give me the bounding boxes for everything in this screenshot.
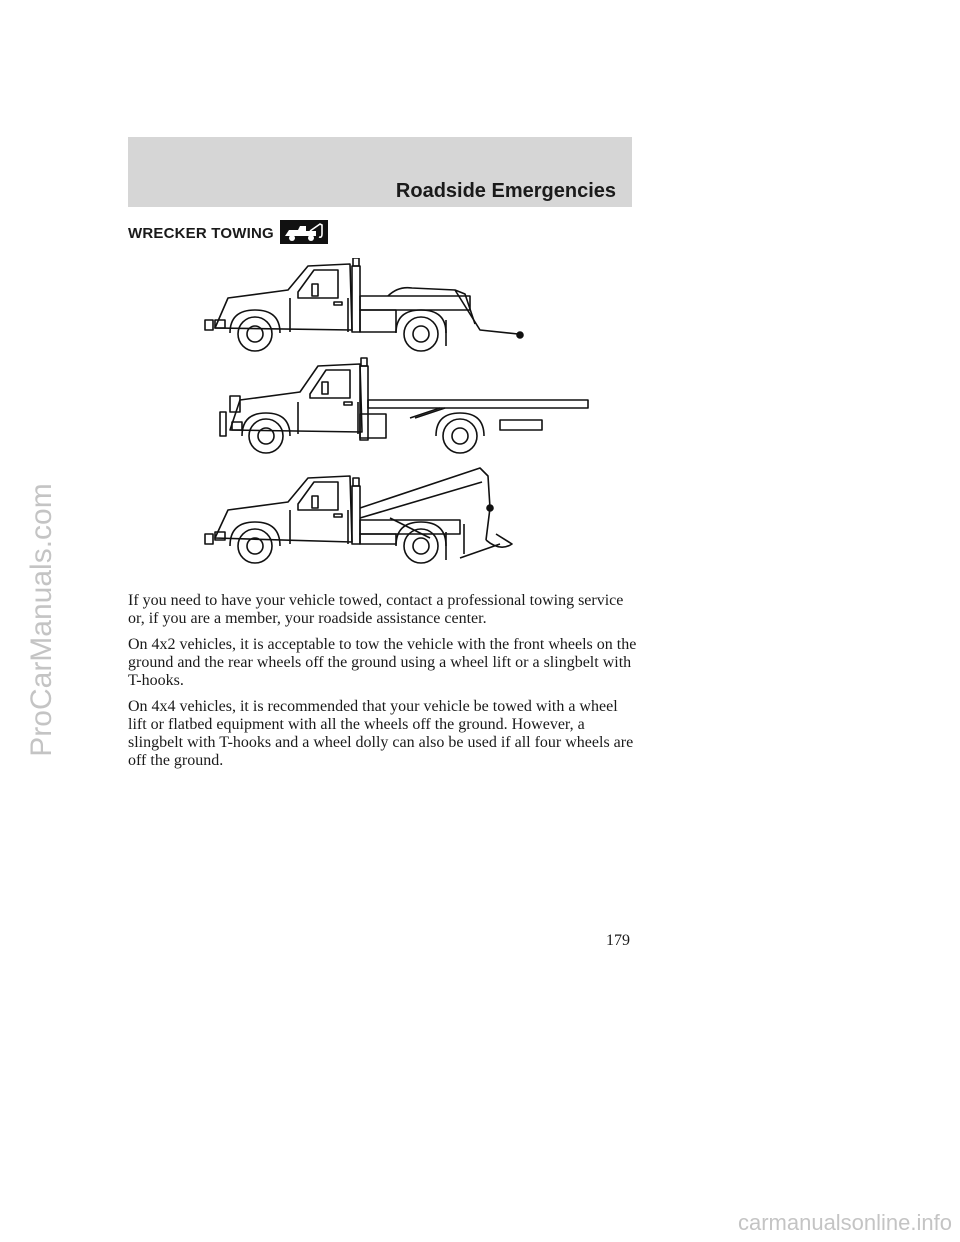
watermark-bottom: carmanualsonline.info [737,1210,952,1235]
body-text [128,592,638,778]
section-heading: WRECKER TOWING [128,225,274,242]
tow-trucks-illustration [200,258,600,588]
page-number: 179 [606,932,630,949]
paragraph-4x2: On 4x2 vehicles, it is acceptable to tow the vehicle with the front wheels on the ground and the rear wheels off the ground using a wheel lift or a slingbelt with T-hooks. [128,636,637,689]
header-title: Roadside Emergencies [395,180,616,202]
paragraph-4x4: On 4x4 vehicles, it is recommended that your vehicle be towed with a wheel lift or flatbed equipment with all the wheels off the ground. However, a slingbelt with T-hooks and a wheel dolly can also be used if all four wheels are off the ground. [128,698,634,769]
wheel-lift-truck [205,258,523,351]
header-band [128,137,632,207]
watermark-side: ProCarManuals.com [25,483,58,757]
paragraph-towing-service: If you need to have your vehicle towed, contact a professional towing service or, if you are a member, your roadside assistance center. [128,592,624,627]
tow-truck-icon [280,220,328,244]
boom-wrecker-truck [205,468,512,563]
flatbed-truck [220,358,588,453]
